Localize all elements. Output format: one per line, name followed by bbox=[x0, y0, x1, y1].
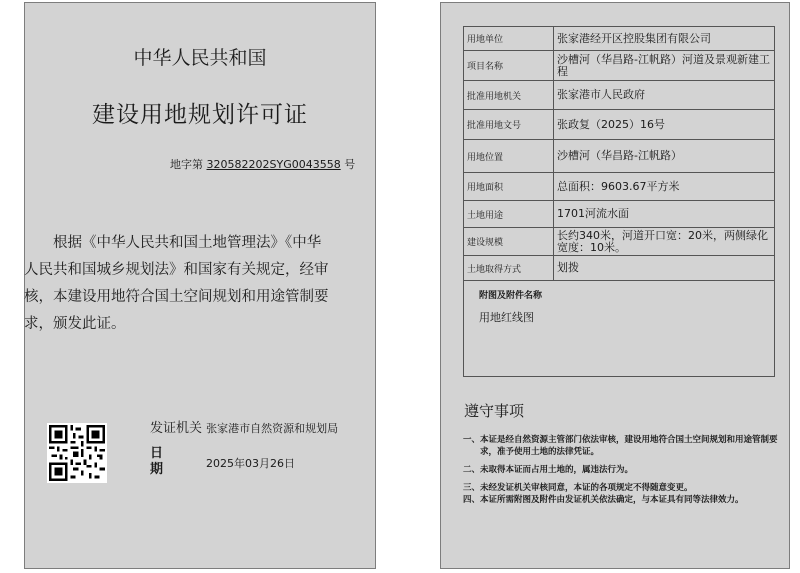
attachments-cell bbox=[464, 281, 775, 377]
field-value: 总面积：9603.67平方米 bbox=[554, 173, 775, 201]
field-value: 1701河流水面 bbox=[554, 201, 775, 228]
certificate-back-page bbox=[440, 2, 790, 569]
field-label: 用地单位 bbox=[464, 27, 554, 51]
field-label: 批准用地机关 bbox=[464, 81, 554, 110]
field-label: 建设规模 bbox=[464, 228, 554, 256]
field-value: 沙槽河（华昌路-江帆路） bbox=[554, 140, 775, 173]
note-item: 二、未取得本证而占用土地的，属违法行为。 bbox=[463, 465, 634, 475]
field-value: 张家港经开区控股集团有限公司 bbox=[554, 27, 775, 51]
certificate-body-text: 根据《中华人民共和国土地管理法》《中华人民共和国城乡规划法》和国家有关规定，经审核，本建设用地符合国土空间规划和用途管制要求，颁发此证。 bbox=[24, 235, 329, 332]
land-info-table bbox=[463, 26, 775, 377]
certificate-front-page bbox=[24, 2, 376, 569]
attachments-row bbox=[464, 281, 775, 377]
table-row bbox=[464, 201, 775, 228]
doc-no-value: 320582202SYG0043558 bbox=[206, 158, 341, 171]
table-row bbox=[464, 27, 775, 51]
issuer-label: 发证机关 bbox=[150, 421, 203, 436]
field-value: 张政复（2025）16号 bbox=[554, 110, 775, 140]
field-label: 用地位置 bbox=[464, 140, 554, 173]
note-item: 三、未经发证机关审核同意，本证的各项规定不得随意变更。 bbox=[463, 483, 693, 493]
field-label: 批准用地文号 bbox=[464, 110, 554, 140]
notes-list bbox=[463, 434, 779, 512]
field-label: 土地用途 bbox=[464, 201, 554, 228]
attachment-item: 用地红线图 bbox=[479, 311, 534, 324]
table-row bbox=[464, 140, 775, 173]
field-value: 划拨 bbox=[554, 256, 775, 281]
table-row bbox=[464, 256, 775, 281]
table-row bbox=[464, 110, 775, 140]
field-value: 张家港市人民政府 bbox=[554, 81, 775, 110]
attachments-title: 附图及附件名称 bbox=[479, 291, 543, 301]
issue-date: 2025年03月26日 bbox=[206, 457, 295, 470]
note-item: 一、本证是经自然资源主管部门依法审核，建设用地符合国土空间规划和用途管制要求，准予使用土地的法律凭证。 bbox=[463, 435, 778, 457]
doc-no-prefix: 地字第 bbox=[170, 158, 203, 171]
field-label: 土地取得方式 bbox=[464, 256, 554, 281]
table-row bbox=[464, 51, 775, 81]
certificate-title: 建设用地规划许可证 bbox=[92, 102, 308, 128]
date-label: 日期 bbox=[150, 446, 164, 477]
doc-no-suffix: 号 bbox=[344, 158, 356, 171]
field-label: 用地面积 bbox=[464, 173, 554, 201]
issuing-authority bbox=[150, 417, 338, 436]
table-row bbox=[464, 173, 775, 201]
field-value: 长约340米，河道开口宽：20米，两侧绿化宽度：10米。 bbox=[554, 228, 775, 256]
note-item: 四、本证所需附图及附件由发证机关依法确定，与本证具有同等法律效力。 bbox=[463, 495, 744, 505]
document-number bbox=[170, 156, 355, 172]
table-row bbox=[464, 228, 775, 256]
notes-title: 遵守事项 bbox=[464, 402, 525, 420]
issuer-value: 张家港市自然资源和规划局 bbox=[206, 422, 339, 435]
table-row bbox=[464, 81, 775, 110]
field-value: 沙槽河（华昌路-江帆路）河道及景观新建工程 bbox=[554, 51, 775, 81]
country-name: 中华人民共和国 bbox=[133, 47, 267, 69]
field-label: 项目名称 bbox=[464, 51, 554, 81]
qr-code-icon bbox=[47, 423, 107, 483]
